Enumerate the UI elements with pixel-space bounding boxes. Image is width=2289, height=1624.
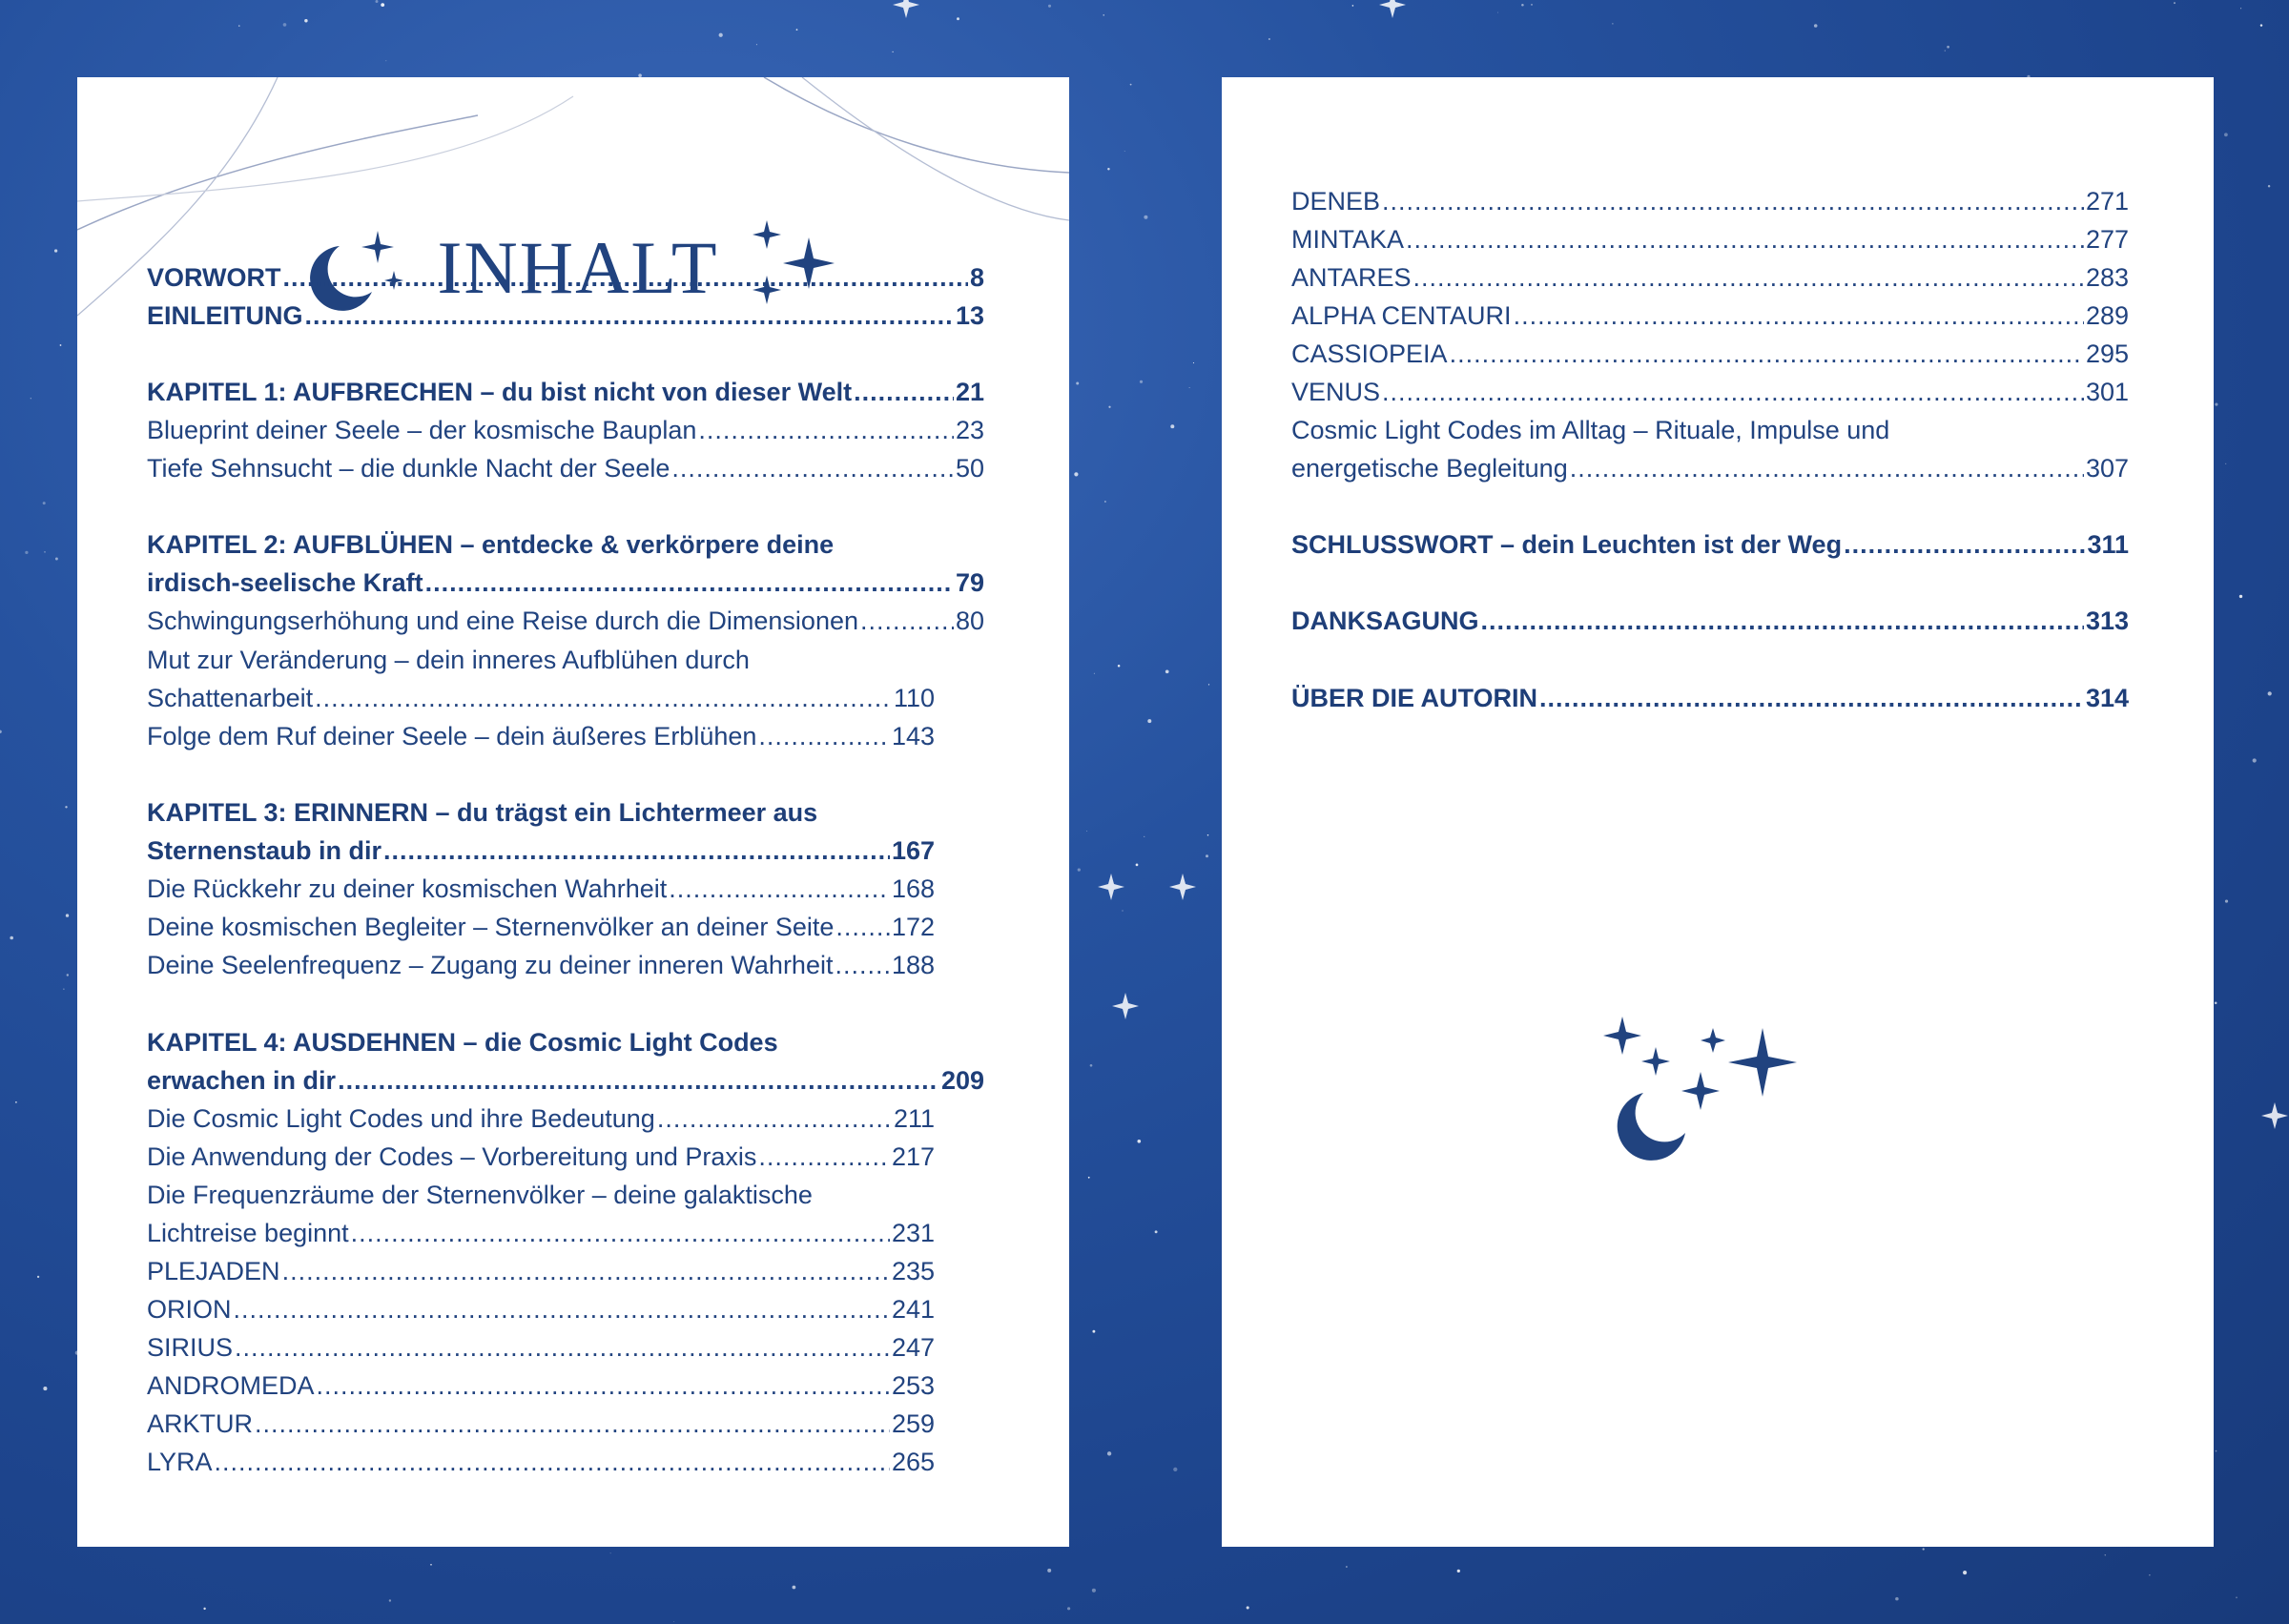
dot-leader — [854, 378, 954, 407]
toc-entry-title: MINTAKA — [1291, 225, 1405, 254]
dot-leader — [758, 1142, 890, 1172]
toc-entry-title: Schattenarbeit — [147, 684, 314, 712]
dot-leader — [1382, 187, 2084, 216]
dot-leader — [1570, 454, 2084, 483]
toc-entry — [147, 951, 935, 989]
toc-page-number: 172 — [891, 913, 935, 941]
toc-page-number: 167 — [891, 836, 935, 865]
toc-entry-title: Mut zur Veränderung – dein inneres Aufblühen durch — [147, 646, 750, 674]
toc-entry-title: Die Anwendung der Codes – Vorbereitung und Praxis — [147, 1142, 757, 1171]
toc-page-number: 253 — [891, 1371, 935, 1400]
dot-leader — [1539, 684, 2084, 713]
toc-entry — [147, 874, 935, 913]
dot-leader — [671, 454, 954, 483]
dot-leader — [255, 1409, 890, 1439]
toc-entry — [1291, 606, 2129, 645]
toc-entry — [1291, 378, 2129, 416]
toc-entry-title: Blueprint deiner Seele – der kosmische Bauplan — [147, 416, 697, 444]
dot-leader — [283, 263, 968, 293]
dot-leader — [338, 1066, 939, 1096]
dot-leader — [305, 301, 954, 331]
toc-page-number: 110 — [893, 684, 935, 712]
toc-page-number: 301 — [2085, 378, 2129, 406]
toc-page-number: 21 — [955, 378, 984, 406]
toc-entry — [1291, 187, 2129, 225]
toc-entry — [147, 1066, 984, 1104]
toc-entry — [147, 913, 935, 951]
dot-leader — [1413, 263, 2084, 293]
toc-entry — [147, 646, 984, 684]
dot-leader — [351, 1219, 890, 1248]
toc-entry — [1291, 530, 2129, 568]
toc-page-number: 241 — [891, 1295, 935, 1324]
right-page — [1222, 77, 2214, 1547]
dot-leader — [282, 1257, 890, 1286]
toc-page-number: 23 — [955, 416, 984, 444]
toc-entry-title: Die Rückkehr zu deiner kosmischen Wahrheit — [147, 874, 668, 903]
toc-entry-title: DENEB — [1291, 187, 1381, 216]
toc-entry-title: energetische Begleitung — [1291, 454, 1568, 483]
toc-entry-title: ALPHA CENTAURI — [1291, 301, 1512, 330]
toc-entry — [1291, 416, 2129, 454]
toc-page-number: 277 — [2085, 225, 2129, 254]
dot-leader — [698, 416, 954, 445]
toc-page-number: 50 — [955, 454, 984, 483]
sparkle-stars-icon — [1603, 1007, 1813, 1198]
toc-entry — [1291, 225, 2129, 263]
toc-page-number: 79 — [955, 568, 984, 597]
toc-entry — [147, 1295, 935, 1333]
toc-entry-title: Lichtreise beginnt — [147, 1219, 349, 1247]
toc-page-number: 13 — [955, 301, 984, 330]
toc-page-number: 311 — [2087, 530, 2129, 559]
toc-page-number: 211 — [893, 1104, 935, 1133]
toc-entry — [147, 454, 984, 492]
toc-entry-title: KAPITEL 4: AUSDEHNEN – die Cosmic Light Codes — [147, 1028, 778, 1057]
toc-entry-title: Schwingungserhöhung und eine Reise durch die Dimensionen — [147, 606, 858, 635]
dot-leader — [835, 913, 890, 942]
toc-entry-title: ANDROMEDA — [147, 1371, 315, 1400]
toc-entry-title: SCHLUSSWORT – dein Leuchten ist der Weg — [1291, 530, 1843, 559]
toc-entry — [147, 1219, 935, 1257]
toc-entry — [1291, 263, 2129, 301]
dot-leader — [835, 951, 889, 980]
left-page — [77, 77, 1069, 1547]
toc-page-number: 307 — [2085, 454, 2129, 483]
toc-entry-title: Deine Seelenfrequenz – Zugang zu deiner inneren Wahrheit — [147, 951, 834, 979]
toc-entry-title: Die Frequenzräume der Sternenvölker – deine galaktische — [147, 1181, 813, 1209]
toc-page-number: 289 — [2085, 301, 2129, 330]
toc-entry — [147, 416, 984, 454]
toc-entry — [147, 1409, 935, 1448]
toc-entry-title: VENUS — [1291, 378, 1381, 406]
toc-page-number: 209 — [940, 1066, 984, 1095]
toc-page-number: 314 — [2085, 684, 2129, 712]
toc-entry — [147, 568, 984, 606]
dot-leader — [1514, 301, 2084, 331]
toc-entry-title: Cosmic Light Codes im Alltag – Rituale, Impulse und — [1291, 416, 1890, 444]
toc-page-number: 168 — [891, 874, 935, 903]
toc-entry-title: Deine kosmischen Begleiter – Sternenvölker an deiner Seite — [147, 913, 835, 941]
toc-page-number: 283 — [2085, 263, 2129, 292]
toc-entry-title: Sternenstaub in dir — [147, 836, 382, 865]
toc-entry-title: SIRIUS — [147, 1333, 234, 1362]
dot-leader — [1844, 530, 2085, 560]
dot-leader — [317, 1371, 890, 1401]
dot-leader — [860, 606, 954, 636]
toc-entry-title: erwachen in dir — [147, 1066, 337, 1095]
toc-entry-title: EINLEITUNG — [147, 301, 303, 330]
toc-entry-title: CASSIOPEIA — [1291, 339, 1448, 368]
toc-entry-title: Folge dem Ruf deiner Seele – dein äußeres Erblühen — [147, 722, 757, 750]
toc-entry — [147, 1142, 935, 1181]
toc-entry-title: KAPITEL 2: AUFBLÜHEN – entdecke & verkörpere deine — [147, 530, 835, 559]
toc-entry-title: PLEJADEN — [147, 1257, 280, 1285]
dot-leader — [1406, 225, 2084, 255]
toc-entry-title: ORION — [147, 1295, 232, 1324]
toc-page-number: 235 — [891, 1257, 935, 1285]
dot-leader — [657, 1104, 892, 1134]
toc-entry-title: KAPITEL 1: AUFBRECHEN – du bist nicht von dieser Welt — [147, 378, 853, 406]
toc-entry — [1291, 339, 2129, 378]
toc-page-number: 259 — [891, 1409, 935, 1438]
toc-entry — [147, 836, 935, 874]
dot-leader — [1481, 606, 2084, 636]
toc-entry-title: KAPITEL 3: ERINNERN – du trägst ein Lichtermeer aus — [147, 798, 818, 827]
toc-entry — [147, 1181, 984, 1219]
toc-entry — [1291, 684, 2129, 722]
toc-entry-title: VORWORT — [147, 263, 281, 292]
page-title: INHALT — [437, 226, 719, 309]
toc-page-number: 8 — [969, 263, 984, 292]
toc-entry-title: irdisch-seelische Kraft — [147, 568, 423, 597]
toc-entry — [147, 1028, 984, 1066]
toc-page-number: 231 — [891, 1219, 935, 1247]
toc-entry — [147, 1448, 935, 1486]
toc-entry — [1291, 301, 2129, 339]
toc-page-number: 265 — [891, 1448, 935, 1476]
toc-entry — [147, 1104, 935, 1142]
toc-page-number: 295 — [2085, 339, 2129, 368]
toc-entry — [147, 301, 984, 339]
toc-entry-title: Die Cosmic Light Codes und ihre Bedeutung — [147, 1104, 655, 1133]
toc-entry-title: ARKTUR — [147, 1409, 254, 1438]
dot-leader — [215, 1448, 890, 1477]
toc-entry-title: Tiefe Sehnsucht – die dunkle Nacht der Seele — [147, 454, 670, 483]
toc-page-number: 217 — [891, 1142, 935, 1171]
dot-leader — [669, 874, 890, 904]
dot-leader — [234, 1295, 890, 1325]
dot-leader — [1450, 339, 2084, 369]
dot-leader — [235, 1333, 890, 1363]
toc-entry — [1291, 454, 2129, 492]
dot-leader — [315, 684, 892, 713]
dot-leader — [758, 722, 890, 751]
toc-page-number: 313 — [2085, 606, 2129, 635]
toc-entry-title: DANKSAGUNG — [1291, 606, 1479, 635]
toc-entry — [147, 1371, 935, 1409]
dot-leader — [1382, 378, 2084, 407]
dot-leader — [425, 568, 954, 598]
toc-page-number: 247 — [891, 1333, 935, 1362]
toc-entry-title: ANTARES — [1291, 263, 1412, 292]
toc-entry-title: LYRA — [147, 1448, 213, 1476]
toc-entry — [147, 606, 984, 645]
toc-entry — [147, 1257, 935, 1295]
toc-entry-title: ÜBER DIE AUTORIN — [1291, 684, 1538, 712]
toc-entry — [147, 1333, 935, 1371]
toc-page-number: 143 — [891, 722, 935, 750]
toc-entry — [147, 263, 984, 301]
toc-entry — [147, 798, 984, 836]
toc-page-number: 188 — [891, 951, 935, 979]
toc-page-number: 271 — [2085, 187, 2129, 216]
toc-entry — [147, 684, 935, 722]
toc-entry — [147, 722, 935, 760]
toc-entry — [147, 530, 984, 568]
toc-entry — [147, 378, 984, 416]
dot-leader — [383, 836, 890, 866]
toc-page-number: 80 — [955, 606, 984, 635]
crescent-moon-icon — [1618, 1093, 1685, 1161]
